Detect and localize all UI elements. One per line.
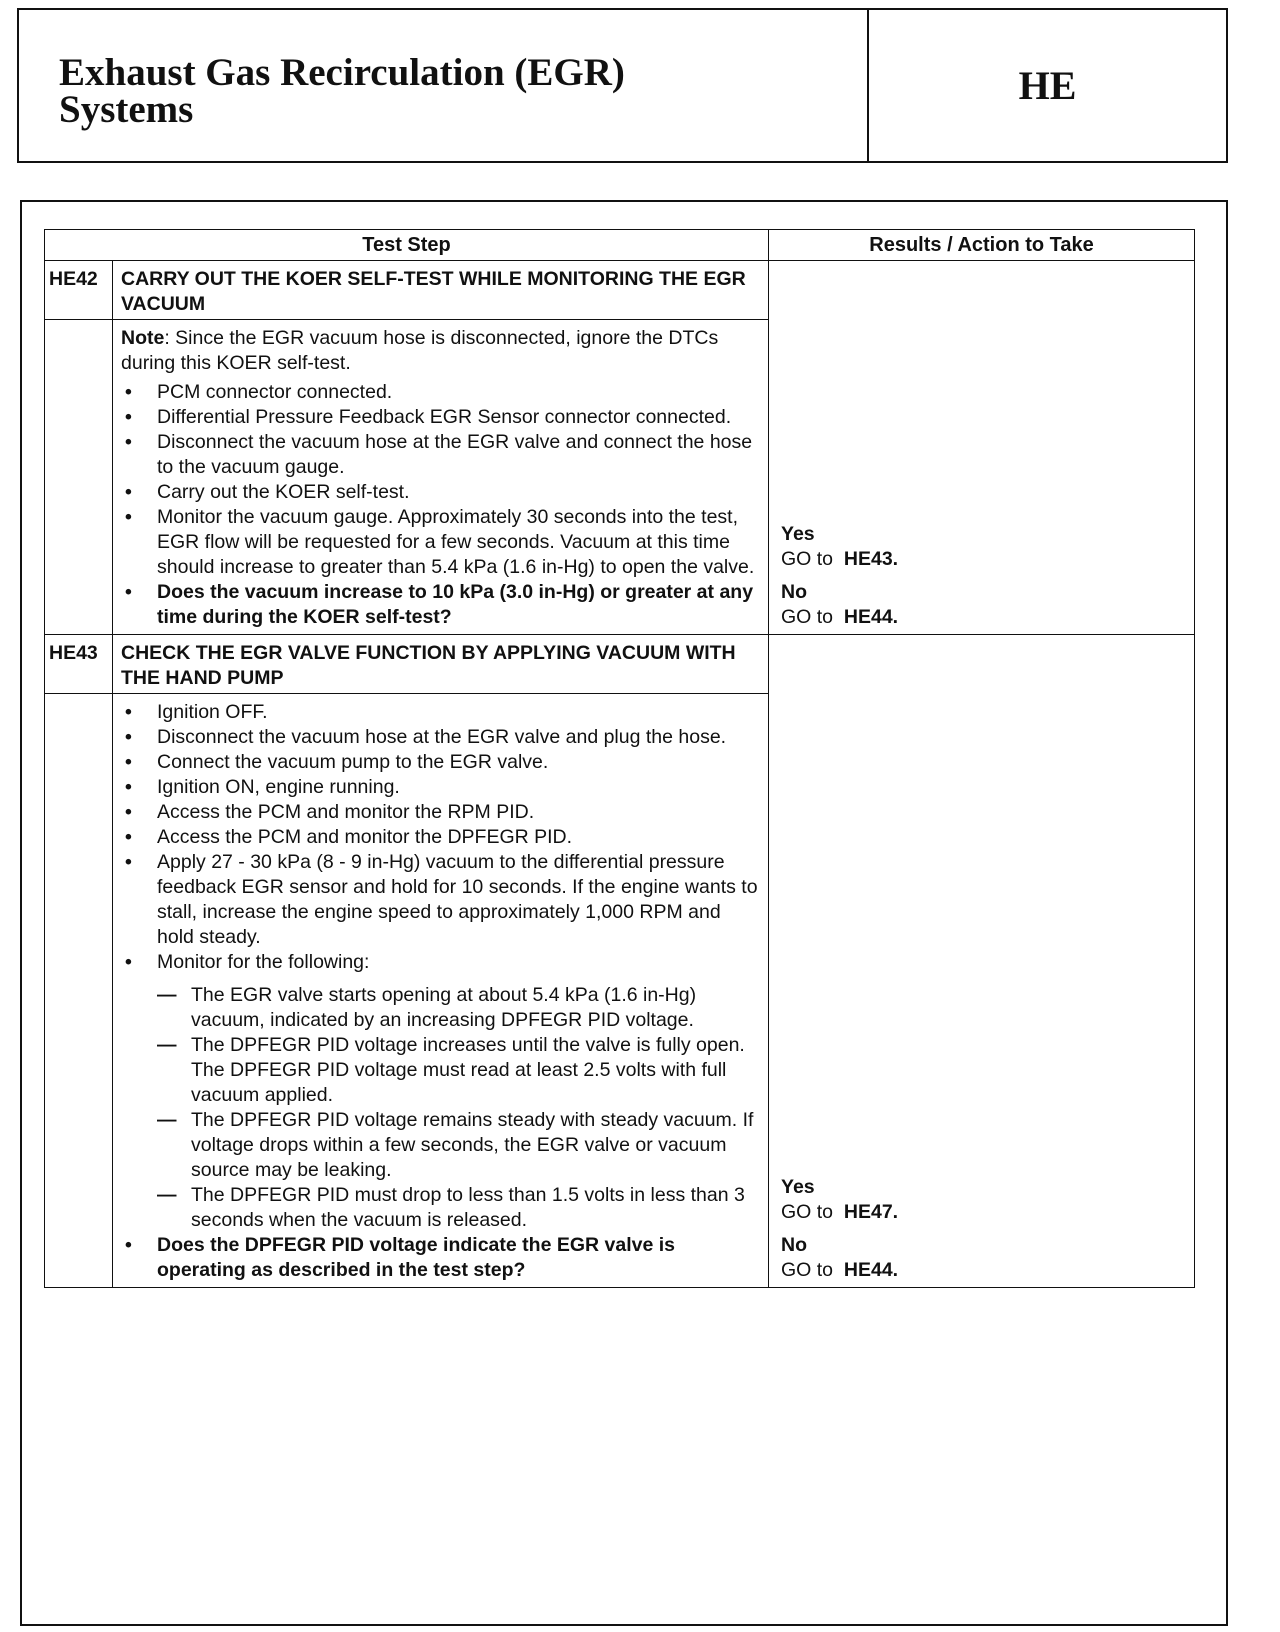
section-code: HE: [1018, 63, 1077, 108]
step-bullets: [121, 700, 760, 1283]
note-text: : Since the EGR vacuum hose is disconnected, ignore the DTCs during this KOER self-test.: [121, 327, 719, 374]
go-to-text: GO to: [781, 606, 834, 628]
page-header: [17, 8, 1228, 163]
list-item: • Ignition OFF.: [121, 700, 760, 725]
sub-list-item: — The DPFEGR PID must drop to less than 1.5 volts in less than 3 seconds when the vacuum is released.: [157, 1183, 760, 1233]
sub-list-item: — The DPFEGR PID voltage increases until the valve is fully open. The DPFEGR PID voltage must read at least 2.5 volts with full vacuum applied.: [157, 1033, 760, 1108]
page-title-line-2: Systems: [59, 88, 194, 131]
step-title-row: [45, 635, 1195, 694]
page-title: [19, 10, 869, 161]
step-results: [769, 635, 1195, 1288]
step-body: [113, 320, 769, 635]
list-item: • Differential Pressure Feedback EGR Sensor connector connected.: [121, 405, 760, 430]
result-yes-action: [781, 1200, 898, 1225]
list-item: • Disconnect the vacuum hose at the EGR valve and connect the hose to the vacuum gauge.: [121, 430, 760, 480]
list-item: • PCM connector connected.: [121, 380, 760, 405]
result-yes-action: [781, 547, 898, 572]
list-item: [121, 950, 760, 1233]
list-item: • Ignition ON, engine running.: [121, 775, 760, 800]
action-block: [781, 1175, 898, 1283]
step-body: [113, 694, 769, 1288]
list-item: • Access the PCM and monitor the RPM PID.: [121, 800, 760, 825]
column-header-test-step: Test Step: [45, 230, 769, 261]
column-header-results: Results / Action to Take: [769, 230, 1195, 261]
go-to-text: GO to: [781, 1201, 834, 1223]
sub-list: [157, 983, 760, 1233]
go-to-text: GO to: [781, 1259, 834, 1281]
list-item: • Connect the vacuum pump to the EGR valve.: [121, 750, 760, 775]
result-no-label: No: [781, 581, 808, 603]
step-results: [769, 261, 1195, 635]
go-to-target: HE44.: [843, 1259, 899, 1281]
step-note: [121, 326, 760, 376]
list-item: • Apply 27 - 30 kPa (8 - 9 in-Hg) vacuum to the differential pressure feedback EGR sensor and hold for 10 seconds. If the engine wants to stall, increase the engine speed to approximately 1,000 RPM and hold steady.: [121, 850, 760, 950]
result-no-action: [781, 605, 898, 630]
sub-list-item: — The EGR valve starts opening at about 5.4 kPa (1.6 in-Hg) vacuum, indicated by an increasing DPFEGR PID voltage.: [157, 983, 760, 1033]
step-title-row: [45, 261, 1195, 320]
result-no-label: No: [781, 1234, 808, 1256]
step-id: HE43: [45, 635, 113, 694]
result-yes-label: Yes: [781, 1176, 815, 1198]
page-title-line-1: Exhaust Gas Recirculation (EGR): [59, 51, 625, 94]
sub-list-item: — The DPFEGR PID voltage remains steady with steady vacuum. If voltage drops within a few seconds, the EGR valve or vacuum source may be leaking.: [157, 1108, 760, 1183]
go-to-target: HE44.: [843, 606, 899, 628]
step-id: HE42: [45, 261, 113, 320]
go-to-text: GO to: [781, 548, 834, 570]
list-item: • Carry out the KOER self-test.: [121, 480, 760, 505]
table-header-row: [45, 230, 1195, 261]
list-item: • Access the PCM and monitor the DPFEGR PID.: [121, 825, 760, 850]
step-id-spacer: [45, 694, 113, 1288]
result-no-action: [781, 1258, 898, 1283]
list-item: • Monitor the vacuum gauge. Approximately 30 seconds into the test, EGR flow will be requested for a few seconds. Vacuum at this time should increase to greater than 5.4 kPa (1.6 in-Hg) to open the valve.: [121, 505, 760, 580]
step-title: CARRY OUT THE KOER SELF-TEST WHILE MONITORING THE EGR VACUUM: [113, 261, 769, 320]
step-question: • Does the vacuum increase to 10 kPa (3.0 in-Hg) or greater at any time during the KOER self-test?: [121, 580, 760, 630]
result-yes-label: Yes: [781, 523, 815, 545]
go-to-target: HE43.: [843, 548, 899, 570]
list-item-text: Monitor for the following:: [157, 951, 370, 973]
list-item: • Disconnect the vacuum hose at the EGR valve and plug the hose.: [121, 725, 760, 750]
action-block: [781, 522, 898, 630]
note-label: Note: [121, 327, 165, 349]
step-bullets: [121, 380, 760, 630]
go-to-target: HE47.: [843, 1201, 899, 1223]
step-question: • Does the DPFEGR PID voltage indicate the EGR valve is operating as described in the test step?: [121, 1233, 760, 1283]
test-steps-table: [44, 229, 1195, 1288]
step-id-spacer: [45, 320, 113, 635]
step-title: CHECK THE EGR VALVE FUNCTION BY APPLYING VACUUM WITH THE HAND PUMP: [113, 635, 769, 694]
